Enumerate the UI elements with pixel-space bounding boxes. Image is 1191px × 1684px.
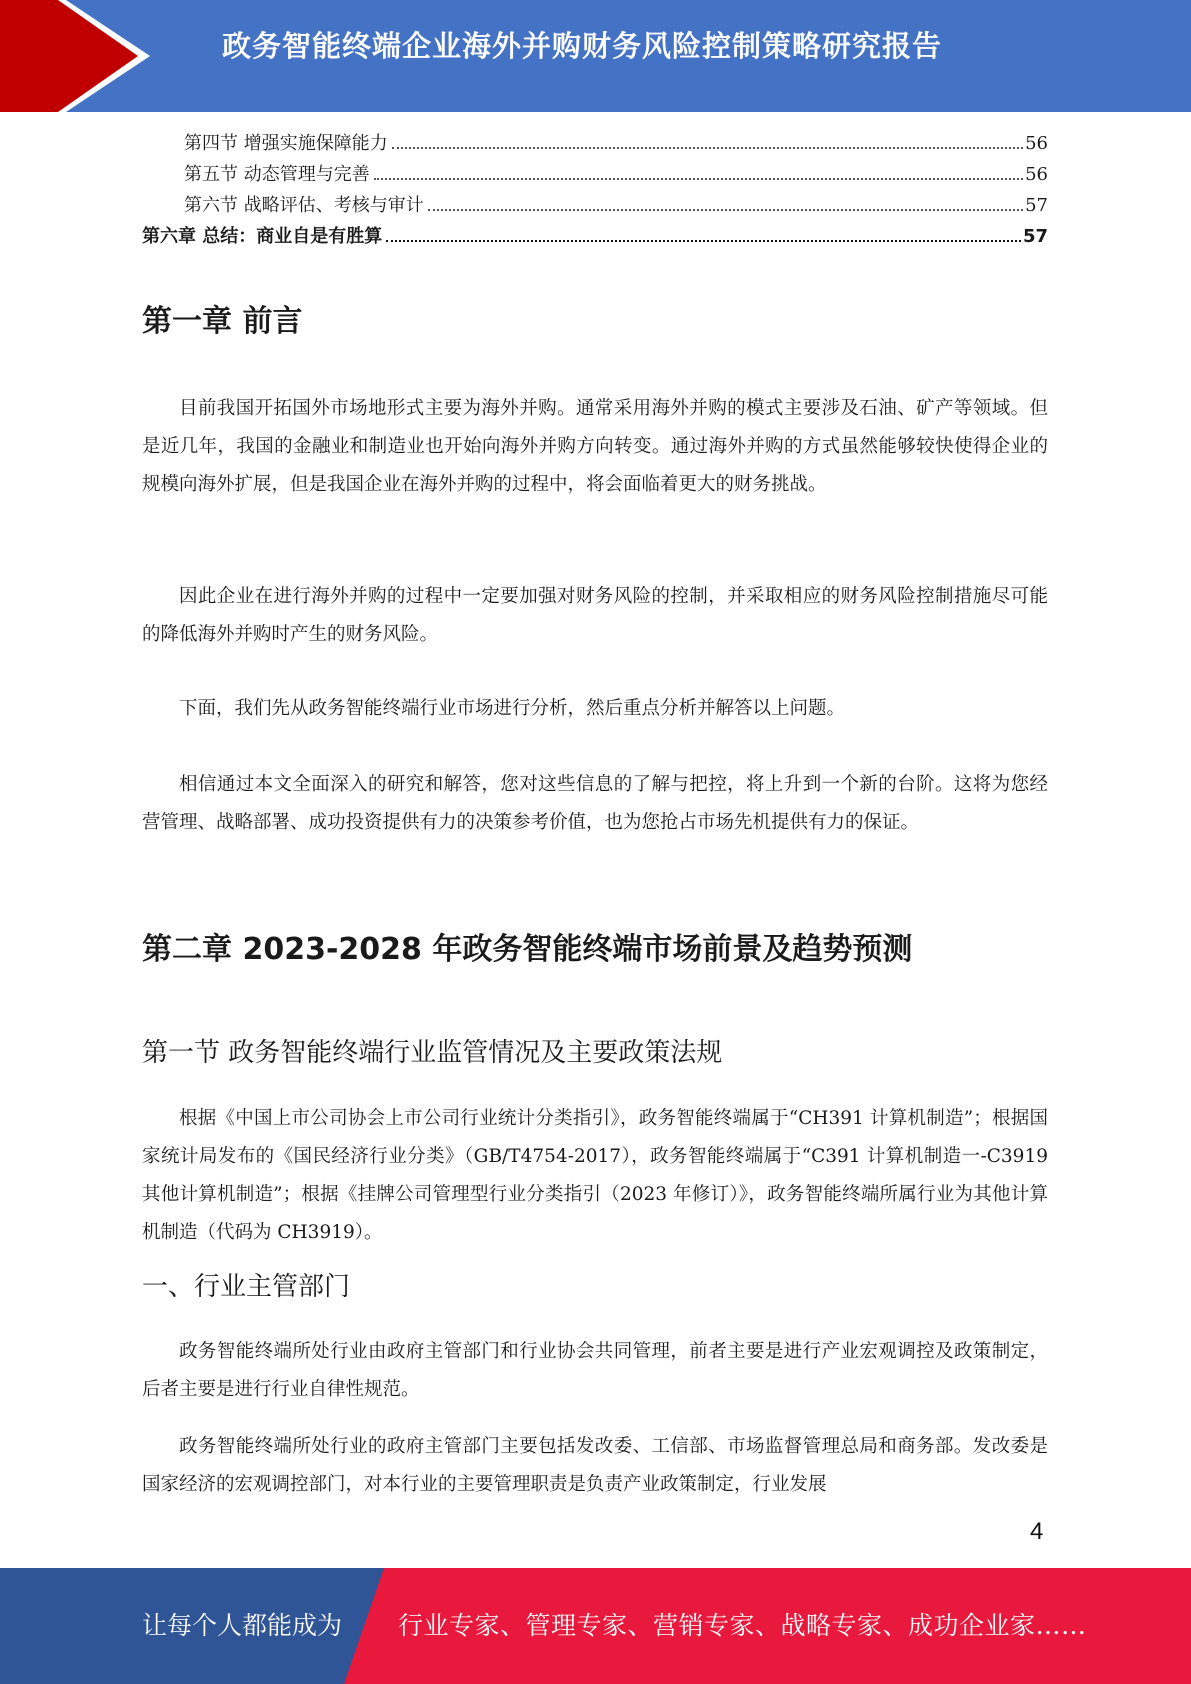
paragraph: 政务智能终端所处行业的政府主管部门主要包括发改委、工信部、市场监督管理总局和商务部。发改委是国家经济的宏观调控部门，对本行业的主要管理职责是负责产业政策制定，行业发展	[142, 1436, 1048, 1495]
toc-entry-page: 57	[1025, 195, 1048, 216]
subsection-body	[142, 1428, 1048, 1504]
subsection-body	[142, 1333, 1048, 1409]
chapter-1-heading: 第一章 前言	[142, 304, 303, 339]
chapter-1-body	[142, 766, 1048, 842]
toc-entry-label: 第五节 动态管理与完善	[184, 164, 370, 185]
footer-slogan-right: 行业专家、管理专家、营销专家、战略专家、成功企业家……	[398, 1611, 1087, 1640]
toc-entry[interactable]	[142, 159, 1048, 190]
toc-entry-page: 56	[1025, 133, 1048, 154]
paragraph: 根据《中国上市公司协会上市公司行业统计分类指引》，政务智能终端属于“CH391 计算机制造”；根据国家统计局发布的《国民经济行业分类》（GB/T4754-2017），政务智能终端属于“C391 计算机制造一-C3919 其他计算机制造”；根据《挂牌公司管理型行业分类指引（2023 年修订）》，政务智能终端所属行业为其他计算机制造（代码为 CH3919）。	[142, 1108, 1048, 1243]
toc-leader-dots	[392, 147, 1023, 149]
paragraph: 政务智能终端所处行业由政府主管部门和行业协会共同管理，前者主要是进行产业宏观调控及政策制定，后者主要是进行行业自律性规范。	[142, 1341, 1048, 1400]
paragraph: 相信通过本文全面深入的研究和解答，您对这些信息的了解与把控，将上升到一个新的台阶。这将为您经营管理、战略部署、成功投资提供有力的决策参考价值，也为您抢占市场先机提供有力的保证。	[142, 774, 1048, 833]
chapter-1-body	[142, 390, 1048, 504]
subsection-heading: 一、行业主管部门	[142, 1272, 351, 1302]
toc-leader-dots	[428, 209, 1023, 211]
section-1-body	[142, 1100, 1048, 1252]
chapter-1-body	[142, 578, 1048, 654]
page-header	[0, 0, 1191, 112]
paragraph: 因此企业在进行海外并购的过程中一定要加强对财务风险的控制，并采取相应的财务风险控制措施尽可能的降低海外并购时产生的财务风险。	[142, 586, 1048, 645]
page-content	[142, 128, 1048, 1495]
toc-entry-chapter[interactable]	[142, 221, 1048, 252]
page-number: 4	[1030, 1518, 1044, 1545]
toc-entry-page: 57	[1022, 226, 1048, 247]
toc-leader-dots	[374, 178, 1023, 180]
toc-entry-label: 第六章 总结：商业自是有胜算	[142, 226, 383, 247]
paragraph: 目前我国开拓国外市场地形式主要为海外并购。通常采用海外并购的模式主要涉及石油、矿产等领域。但是近几年，我国的金融业和制造业也开始向海外并购方向转变。通过海外并购的方式虽然能够较快使得企业的规模向海外扩展，但是我国企业在海外并购的过程中，将会面临着更大的财务挑战。	[142, 398, 1048, 495]
chapter-1-body	[142, 690, 1048, 728]
section-1-heading: 第一节 政务智能终端行业监管情况及主要政策法规	[142, 1038, 723, 1068]
report-title: 政务智能终端企业海外并购财务风险控制策略研究报告	[222, 29, 943, 63]
page-footer	[0, 1568, 1191, 1684]
toc-leader-dots	[386, 240, 1021, 242]
paragraph: 下面，我们先从政务智能终端行业市场进行分析，然后重点分析并解答以上问题。	[179, 698, 846, 719]
toc-entry-label: 第六节 战略评估、考核与审计	[184, 195, 424, 216]
toc-entry-page: 56	[1025, 164, 1048, 185]
toc-entry-label: 第四节 增强实施保障能力	[184, 133, 388, 154]
table-of-contents	[142, 128, 1048, 252]
toc-entry[interactable]	[142, 128, 1048, 159]
toc-entry[interactable]	[142, 190, 1048, 221]
footer-slogan-left: 让每个人都能成为	[142, 1611, 343, 1640]
chapter-2-heading: 第二章 2023-2028 年政务智能终端市场前景及趋势预测	[142, 932, 913, 967]
